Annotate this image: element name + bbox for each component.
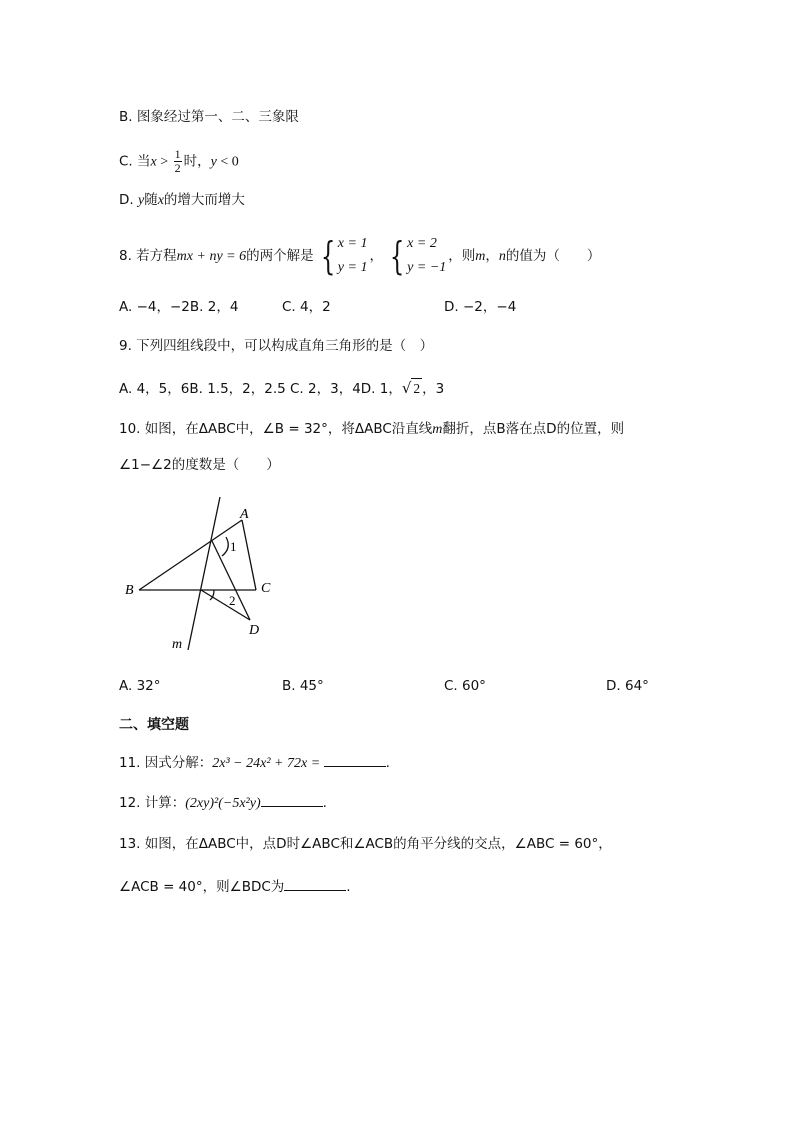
angle-1-arc: [222, 537, 228, 556]
q8-brace-1: {: [320, 234, 335, 278]
q10-option-c: C. 60°: [444, 678, 486, 694]
q8-solution-1: [316, 232, 368, 280]
q8-stem: [119, 232, 600, 280]
q9-options-suffix: ，3: [422, 381, 445, 397]
segment-ba: [139, 520, 242, 590]
q7-option-d-y: y: [137, 193, 145, 208]
q8-suffix-b: 的值为（ ）: [505, 248, 601, 264]
q11: 11. 因式分解：2x³ − 24x² + 72x = .: [119, 752, 390, 774]
q7-option-c-x: x: [150, 154, 157, 170]
q10-option-d: D. 64°: [606, 678, 649, 694]
q7-option-d-x: x: [157, 193, 164, 208]
q13-line1: 13. 如图，在ΔABC中，点D时∠ABC和∠ACB的角平分线的交点，∠ABC = 60°，: [119, 836, 612, 852]
q8-var-m: m: [475, 249, 486, 264]
q10-line1-a: 10. 如图，在ΔABC中，∠B = 32°，将ΔABC沿直线: [119, 421, 433, 437]
q9-stem: 9. 下列四组线段中，可以构成直角三角形的是（ ）: [119, 338, 434, 354]
q8-comma: ，: [485, 248, 499, 264]
q7-option-d-mid: 随: [144, 192, 158, 208]
q8-option-a: A. −4，−2B. 2，4: [119, 299, 239, 315]
q10-line1: [119, 419, 624, 440]
section-heading: 二、填空题: [119, 717, 189, 733]
q13-answer-blank[interactable]: [284, 876, 346, 891]
q10-option-a: A. 32°: [119, 678, 161, 694]
label-angle-1: 1: [230, 539, 237, 554]
q13-line2-prefix: ∠ACB = 40°，则∠BDC为: [119, 879, 285, 895]
q8-sol2-line2: y = −1: [407, 260, 447, 275]
q10-var-m: m: [432, 422, 443, 437]
q7-option-c-y: y: [210, 154, 217, 170]
q8-option-c: C. 4，2: [282, 299, 331, 315]
q10-line2: ∠1−∠2的度数是（ ）: [119, 457, 280, 473]
segment-ac: [242, 520, 256, 590]
angle-2-arc: [210, 590, 214, 600]
q7-option-d-suffix: 的增大而增大: [163, 192, 245, 208]
q8-sol2-line1: x = 2: [407, 236, 437, 251]
q8-mid: 的两个解是: [246, 248, 314, 264]
q9-options-prefix: A. 4，5，6B. 1.5，2，2.5 C. 2，3，4D. 1，: [119, 381, 402, 397]
fold-line-m: [188, 497, 220, 650]
q11-prefix: 11. 因式分解：: [119, 755, 213, 771]
q13-line2: [119, 876, 351, 897]
q12-prefix: 12. 计算：: [119, 795, 186, 811]
q10-option-b: B. 45°: [282, 678, 324, 694]
segment-ed: [212, 541, 250, 620]
q7-option-c-gt: >: [156, 154, 172, 170]
segment-fd: [201, 590, 250, 620]
q13-line2-suffix: .: [346, 879, 351, 895]
q7-fraction: [174, 148, 182, 175]
q8-prefix: 8. 若方程: [119, 248, 177, 264]
q7-option-c-lt: < 0: [216, 154, 239, 170]
sqrt-icon: √: [401, 379, 412, 397]
label-b: B: [125, 583, 134, 598]
q10-line1-b: 翻折，点B落在点D的位置，则: [442, 421, 625, 437]
q8-option-d: D. −2，−4: [444, 299, 517, 315]
q8-var-n: n: [498, 249, 506, 264]
q8-sol1-line1: x = 1: [337, 236, 368, 251]
q11-answer-blank[interactable]: [324, 752, 386, 767]
q8-sol1-line2: y = 1: [337, 260, 368, 275]
q7-option-d-prefix: D.: [119, 192, 138, 208]
label-a: A: [240, 507, 249, 522]
label-angle-2: 2: [229, 593, 236, 608]
q12-answer-blank[interactable]: [261, 792, 323, 807]
q12-expression: (2xy)²(−5x²y): [185, 796, 261, 811]
q11-expression: 2x³ − 24x² + 72x =: [212, 756, 324, 771]
q7-option-c-mid: 时，: [183, 153, 211, 170]
q8-brace-2: {: [389, 234, 405, 278]
q12: 12. 计算：(2xy)²(−5x²y) .: [119, 792, 327, 814]
q8-suffix-a: ，则: [448, 248, 476, 264]
q7-option-c: [119, 148, 239, 175]
q7-option-d: [119, 190, 245, 211]
label-d: D: [249, 623, 260, 638]
q7-fraction-denominator: 2: [174, 161, 181, 175]
q7-option-c-prefix: C. 当: [119, 153, 151, 170]
label-c: C: [261, 581, 271, 596]
label-m: m: [172, 637, 183, 652]
q8-sep: ，: [369, 248, 383, 264]
q9-sqrt-value: 2: [411, 378, 422, 399]
q8-solution-2: [385, 232, 446, 280]
q7-fraction-numerator: 1: [174, 147, 181, 161]
q8-equation: mx + ny = 6: [176, 249, 247, 264]
q7-option-b: B. 图象经过第一、二、三象限: [119, 109, 299, 125]
q9-options: [119, 378, 444, 399]
